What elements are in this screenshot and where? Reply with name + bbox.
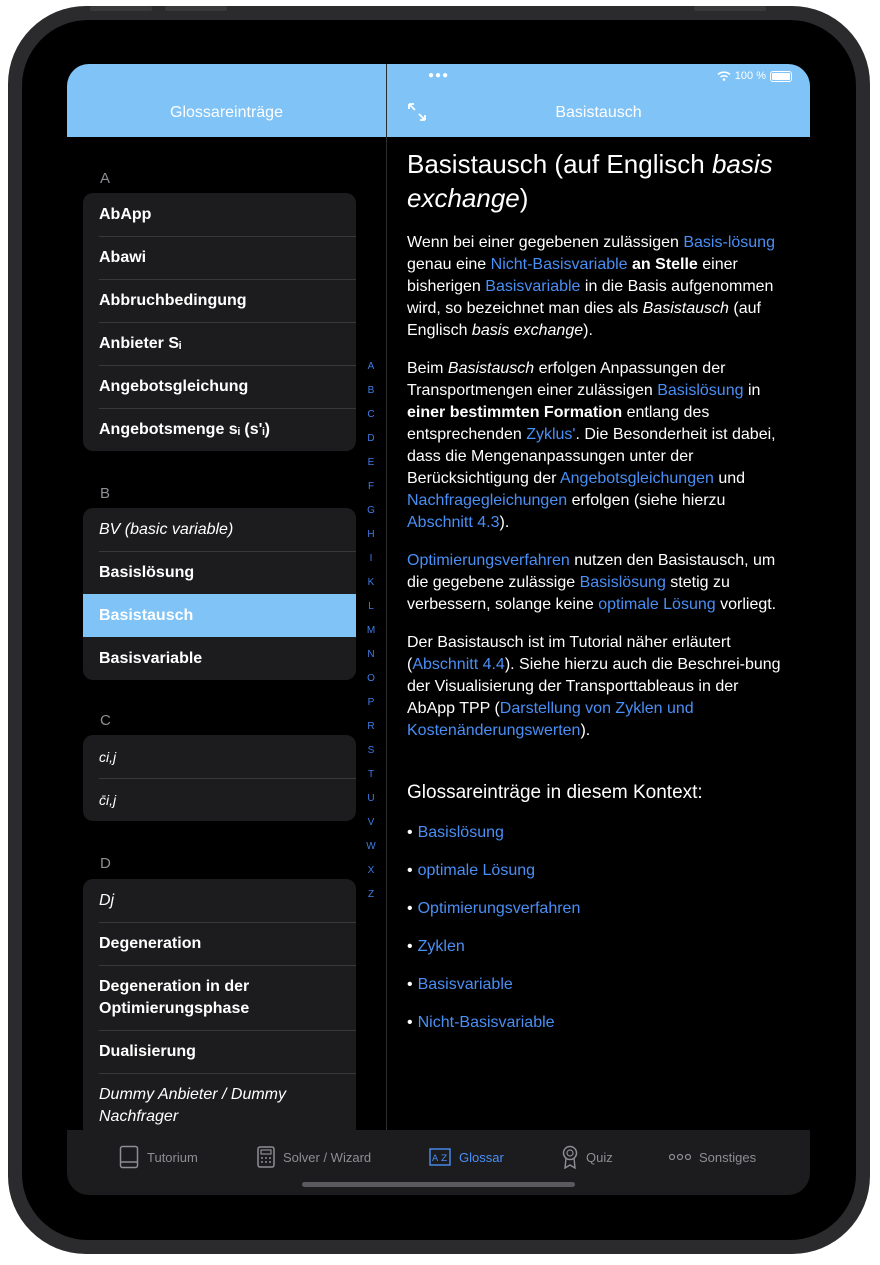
index-letter[interactable]: G — [367, 505, 375, 516]
context-list — [407, 814, 787, 1042]
link-basisloesung[interactable]: Basislösung — [579, 574, 666, 591]
tab-bar — [67, 1130, 810, 1195]
link-zyklus[interactable]: Zyklus' — [526, 426, 576, 443]
tab-label: Quiz — [586, 1149, 613, 1165]
text: erfolgen (siehe hierzu — [567, 492, 726, 509]
index-letter[interactable]: D — [367, 433, 375, 444]
context-link[interactable]: Basisvariable — [417, 976, 513, 993]
text: erfolgen Anpassungen der Transportmengen einer zulässigen — [407, 360, 726, 399]
list-item-selected[interactable]: Basistausch — [83, 594, 356, 637]
link-basisloesung[interactable]: Basis-lösung — [683, 234, 775, 251]
battery-icon — [770, 71, 792, 82]
index-letter[interactable]: F — [367, 481, 375, 492]
tab-label: Tutorium — [147, 1149, 198, 1165]
context-link[interactable]: Nicht-Basisvariable — [417, 1014, 555, 1031]
text: stetig zu verbessern, solange keine — [407, 574, 730, 613]
index-letter[interactable]: B — [367, 385, 375, 396]
index-letter[interactable]: H — [367, 529, 375, 540]
paragraph-2 — [407, 358, 787, 534]
context-item[interactable]: • Nicht-Basisvariable — [407, 1014, 555, 1031]
svg-text:A: A — [432, 1154, 439, 1164]
section-group — [83, 735, 356, 821]
list-item[interactable]: AbApp — [99, 205, 152, 223]
index-letter[interactable]: Z — [367, 889, 375, 900]
bold-text: an Stelle — [627, 256, 698, 273]
list-item[interactable]: Anbieter Sᵢ — [83, 322, 356, 365]
index-letter[interactable]: P — [367, 697, 375, 708]
text: ). — [580, 722, 591, 739]
index-letter[interactable]: U — [367, 793, 375, 804]
text: genau eine — [407, 256, 491, 273]
home-indicator[interactable] — [302, 1182, 575, 1187]
tab-quiz[interactable] — [562, 1144, 613, 1170]
index-letter[interactable]: W — [366, 841, 376, 852]
text: Wenn bei einer gegebenen zulässigen — [407, 234, 684, 251]
list-item[interactable]: ci,j — [99, 748, 117, 765]
context-item[interactable]: • Optimierungsverfahren — [407, 900, 581, 917]
tab-glossar[interactable] — [429, 1144, 504, 1170]
link-nachfragegleichungen[interactable]: Nachfragegleichungen — [407, 492, 568, 509]
index-letter[interactable]: N — [367, 649, 375, 660]
list-item[interactable]: BV (basic variable) — [99, 520, 234, 538]
link-abschnitt-4-3[interactable]: Abschnitt 4.3 — [407, 514, 500, 531]
index-letter[interactable]: V — [367, 817, 375, 828]
list-item[interactable]: Angebotsgleichung — [83, 365, 356, 408]
list-item[interactable]: Dualisierung — [83, 1030, 356, 1073]
index-letter[interactable]: M — [366, 625, 376, 636]
section-index[interactable] — [363, 361, 379, 913]
text: Der Basistausch ist im Tutorial näher erläutert ( — [407, 634, 731, 673]
text: ). — [499, 514, 510, 531]
index-letter[interactable]: E — [367, 457, 375, 468]
link-optimierungsverfahren[interactable]: Optimierungsverfahren — [407, 552, 570, 569]
tab-sonstiges[interactable] — [669, 1144, 756, 1170]
tab-label: Glossar — [459, 1149, 504, 1165]
context-item[interactable]: • Basislösung — [407, 824, 504, 841]
context-item[interactable]: • optimale Lösung — [407, 862, 536, 879]
index-letter[interactable]: X — [367, 865, 375, 876]
glossary-list[interactable] — [67, 137, 386, 1130]
text: nutzen den Basistausch, um die gegebene zulässige — [407, 552, 776, 591]
index-letter[interactable]: T — [367, 769, 375, 780]
paragraph-3 — [407, 550, 787, 616]
sidebar-title: Glossareinträge — [170, 104, 283, 121]
context-item[interactable]: • Basisvariable — [407, 976, 513, 993]
section-group — [83, 508, 356, 680]
index-letter[interactable]: K — [367, 577, 375, 588]
context-link[interactable]: Zyklen — [417, 938, 465, 955]
screen — [67, 64, 810, 1195]
detail-content — [407, 137, 787, 1042]
list-item[interactable]: Dj — [99, 891, 115, 909]
paragraph-4 — [407, 632, 787, 742]
context-title: Glossareinträge in diesem Kontext: — [407, 782, 703, 803]
list-item[interactable]: c̄i,j — [83, 778, 356, 821]
svg-text:Z: Z — [441, 1154, 448, 1164]
article-heading — [407, 147, 787, 215]
text: einer bisherigen — [407, 256, 738, 295]
list-item[interactable]: Degeneration — [83, 922, 356, 965]
book-icon — [119, 1145, 139, 1169]
text: und — [713, 470, 746, 487]
context-link[interactable]: Basislösung — [417, 824, 504, 841]
volume-button — [90, 6, 152, 11]
italic-text: basis exchange — [471, 322, 584, 339]
index-letter[interactable]: R — [367, 721, 375, 732]
calculator-icon — [257, 1146, 275, 1168]
link-darstellung-zyklen[interactable]: Darstellung von Zyklen und Kostenänderungswerten — [407, 700, 694, 739]
multitasking-dots-icon[interactable]: ●●● — [428, 70, 450, 81]
text: Beim — [407, 360, 448, 377]
tab-tutorium[interactable] — [119, 1144, 198, 1170]
az-glossary-icon — [429, 1148, 451, 1166]
text: ). Siehe hierzu auch die Beschrei-bung der Visualisierung der Transporttableaus in der AbApp TPP ( — [407, 656, 781, 717]
sidebar-nav-bar — [67, 64, 386, 137]
index-letter[interactable]: I — [369, 553, 373, 564]
list-item[interactable]: Abbruchbedingung — [83, 279, 356, 322]
list-item[interactable]: Degeneration in der Optimierungsphase — [83, 965, 356, 1030]
text: vorliegt. — [715, 596, 777, 613]
link-optimale-loesung[interactable]: optimale Lösung — [598, 596, 716, 613]
split-divider — [386, 64, 387, 1195]
section-group — [83, 879, 356, 1130]
volume-button — [165, 6, 227, 11]
link-angebotsgleichungen[interactable]: Angebotsgleichungen — [559, 470, 714, 487]
text: ). — [583, 322, 593, 339]
text: . Die Besonderheit ist dabei, dass die Mengenanpassungen unter der Berücksichtigung der — [407, 426, 776, 487]
heading-italic: basis exchange — [407, 149, 773, 213]
link-basisloesung[interactable]: Basislösung — [657, 382, 744, 399]
index-letter[interactable]: C — [367, 409, 375, 420]
link-abschnitt-4-4[interactable]: Abschnitt 4.4 — [412, 656, 505, 673]
italic-text: Basistausch — [642, 300, 729, 317]
italic-text: Basistausch — [447, 360, 535, 377]
tab-label: Solver / Wizard — [283, 1149, 372, 1165]
context-item[interactable]: • Zyklen — [407, 938, 465, 955]
heading-end: ) — [519, 183, 529, 213]
list-item[interactable]: Basislösung — [83, 551, 356, 594]
section-header: B — [100, 485, 111, 502]
status-bar — [717, 70, 792, 82]
section-group — [83, 193, 356, 451]
index-letter[interactable]: S — [367, 745, 375, 756]
index-letter[interactable]: A — [367, 361, 375, 372]
link-basisvariable[interactable]: Basisvariable — [485, 278, 581, 295]
context-link[interactable]: Optimierungsverfahren — [417, 900, 581, 917]
heading-text: Basistausch (auf Englisch — [407, 149, 712, 179]
section-header: C — [100, 712, 111, 729]
paragraph-1 — [407, 232, 787, 342]
section-header: D — [100, 855, 111, 872]
index-letter[interactable]: O — [367, 673, 375, 684]
tab-label: Sonstiges — [699, 1149, 757, 1165]
text: entlang des entsprechenden — [407, 404, 710, 443]
list-item[interactable]: Abawi — [83, 236, 356, 279]
list-item[interactable]: Basisvariable — [99, 649, 203, 667]
list-item[interactable]: Angebotsmenge sᵢ (s'ᵢ) — [83, 408, 356, 451]
more-dots-icon — [669, 1153, 691, 1161]
context-link[interactable]: optimale Lösung — [417, 862, 536, 879]
text: in — [743, 382, 761, 399]
link-nicht-basisvariable[interactable]: Nicht-Basisvariable — [490, 256, 628, 273]
text: (auf Englisch — [407, 300, 761, 339]
wifi-icon — [717, 71, 731, 81]
index-letter[interactable]: L — [368, 601, 374, 612]
power-button — [694, 6, 766, 11]
tab-solver-wizard[interactable] — [257, 1144, 371, 1170]
detail-title: Basistausch — [555, 104, 642, 121]
bold-text: einer bestimmten Formation — [407, 404, 623, 421]
text: in die Basis aufgenommen wird, so bezeichnet man dies als — [407, 278, 774, 317]
section-header: A — [100, 170, 111, 187]
battery-percentage: 100 % — [734, 70, 766, 82]
list-item[interactable]: Dummy Anbieter / Dummy Nachfrager — [83, 1073, 356, 1130]
award-icon — [562, 1145, 578, 1169]
